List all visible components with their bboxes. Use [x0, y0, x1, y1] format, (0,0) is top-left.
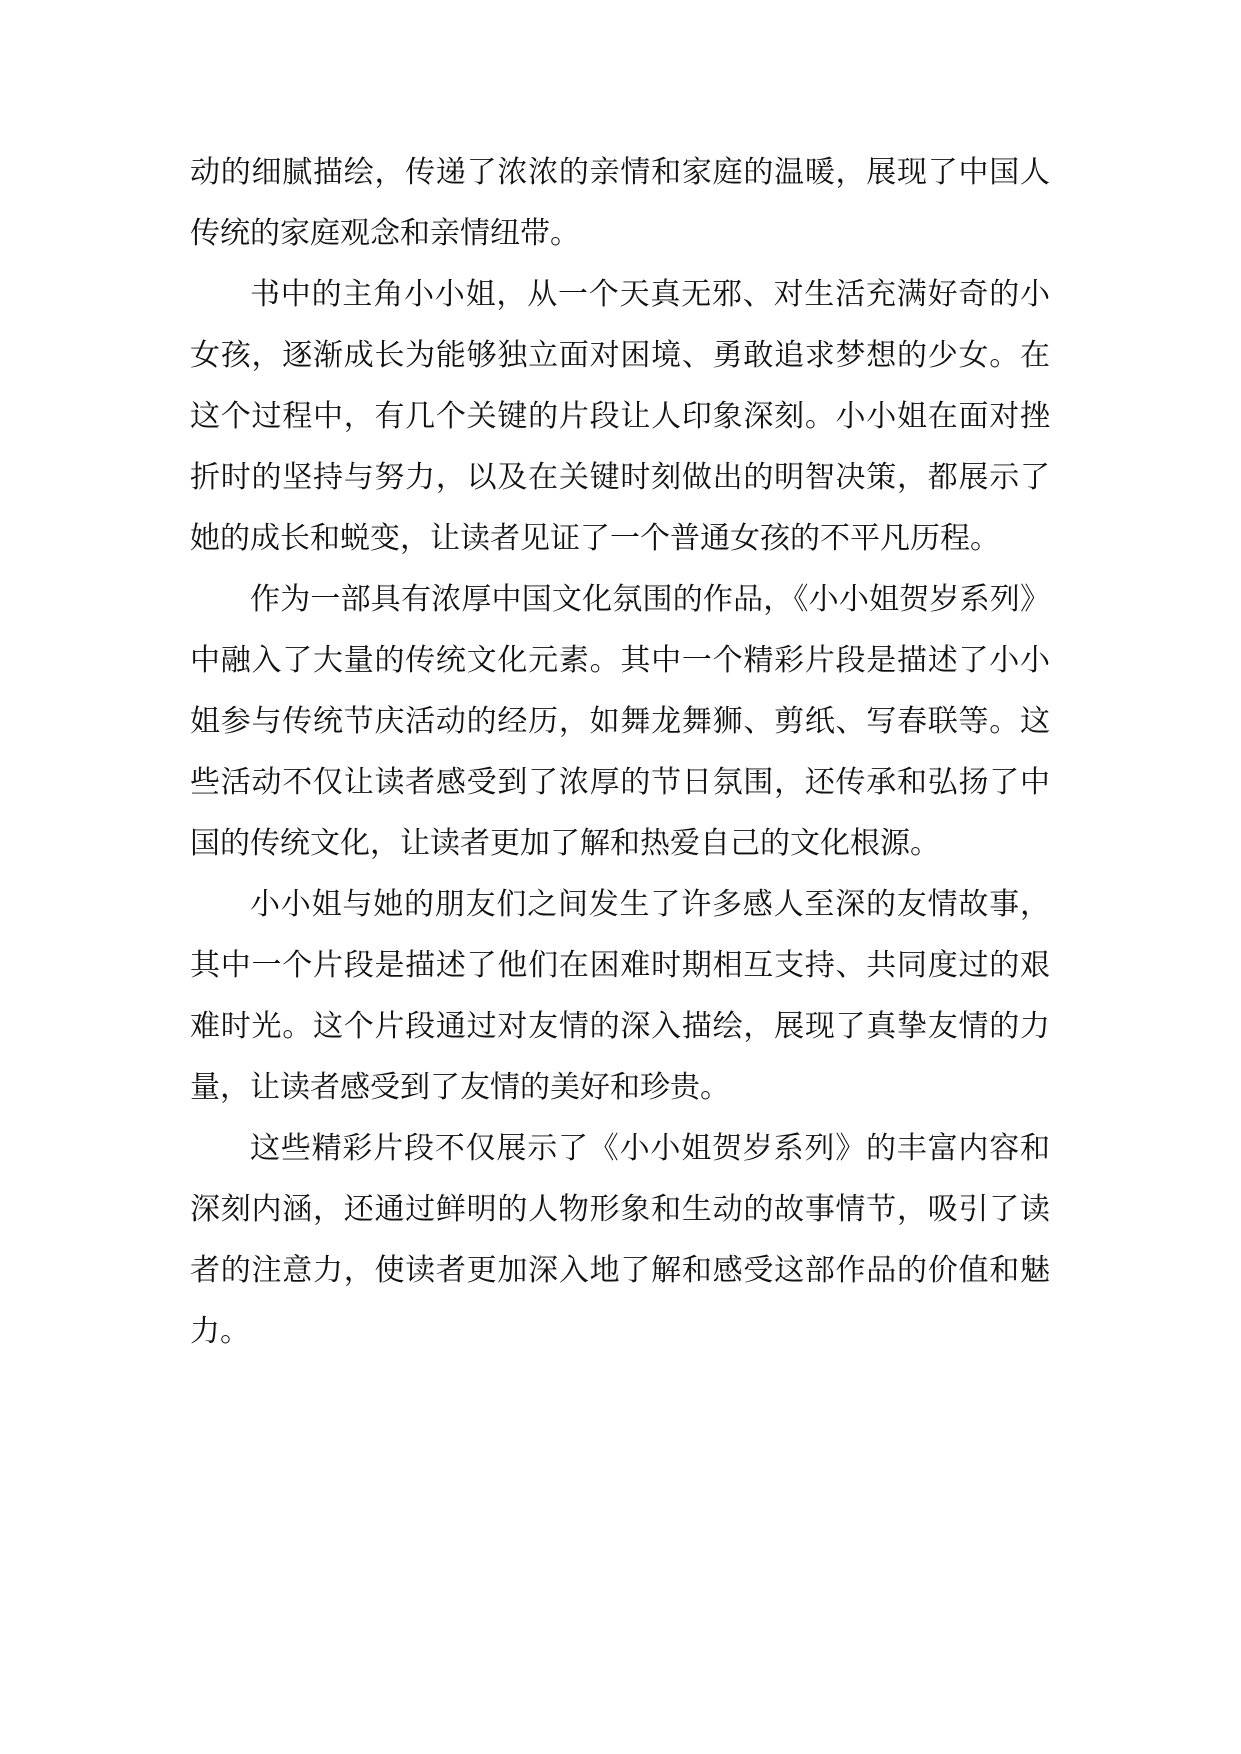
paragraph-3: 作为一部具有浓厚中国文化氛围的作品，《小小姐贺岁系列》中融入了大量的传统文化元素。其中一个精彩片段是描述了小小姐参与传统节庆活动的经历，如舞龙舞狮、剪纸、写春联等。这些活动不仅让读者感受到了浓厚的节日氛围，还传承和弘扬了中国的传统文化，让读者更加了解和热爱自己的文化根源。 — [190, 582, 1050, 861]
paragraph-2: 书中的主角小小姐，从一个天真无邪、对生活充满好奇的小女孩，逐渐成长为能够独立面对困境、勇敢追求梦想的少女。在这个过程中，有几个关键的片段让人印象深刻。小小姐在面对挫折时的坚持与努力，以及在关键时刻做出的明智决策，都展示了她的成长和蜕变，让读者见证了一个普通女孩的不平凡历程。 — [190, 277, 1050, 556]
paragraph-5: 这些精彩片段不仅展示了《小小姐贺岁系列》的丰富内容和深刻内涵，还通过鲜明的人物形象和生动的故事情节，吸引了读者的注意力，使读者更加深入地了解和感受这部作品的价值和魅力。 — [190, 1131, 1050, 1349]
document-body — [190, 142, 1050, 1362]
paragraph-4: 小小姐与她的朋友们之间发生了许多感人至深的友情故事，其中一个片段是描述了他们在困难时期相互支持、共同度过的艰难时光。这个片段通过对友情的深入描绘，展现了真挚友情的力量，让读者感受到了友情的美好和珍贵。 — [190, 887, 1050, 1105]
paragraph-1: 动的细腻描绘，传递了浓浓的亲情和家庭的温暖，展现了中国人传统的家庭观念和亲情纽带。 — [190, 155, 1050, 251]
